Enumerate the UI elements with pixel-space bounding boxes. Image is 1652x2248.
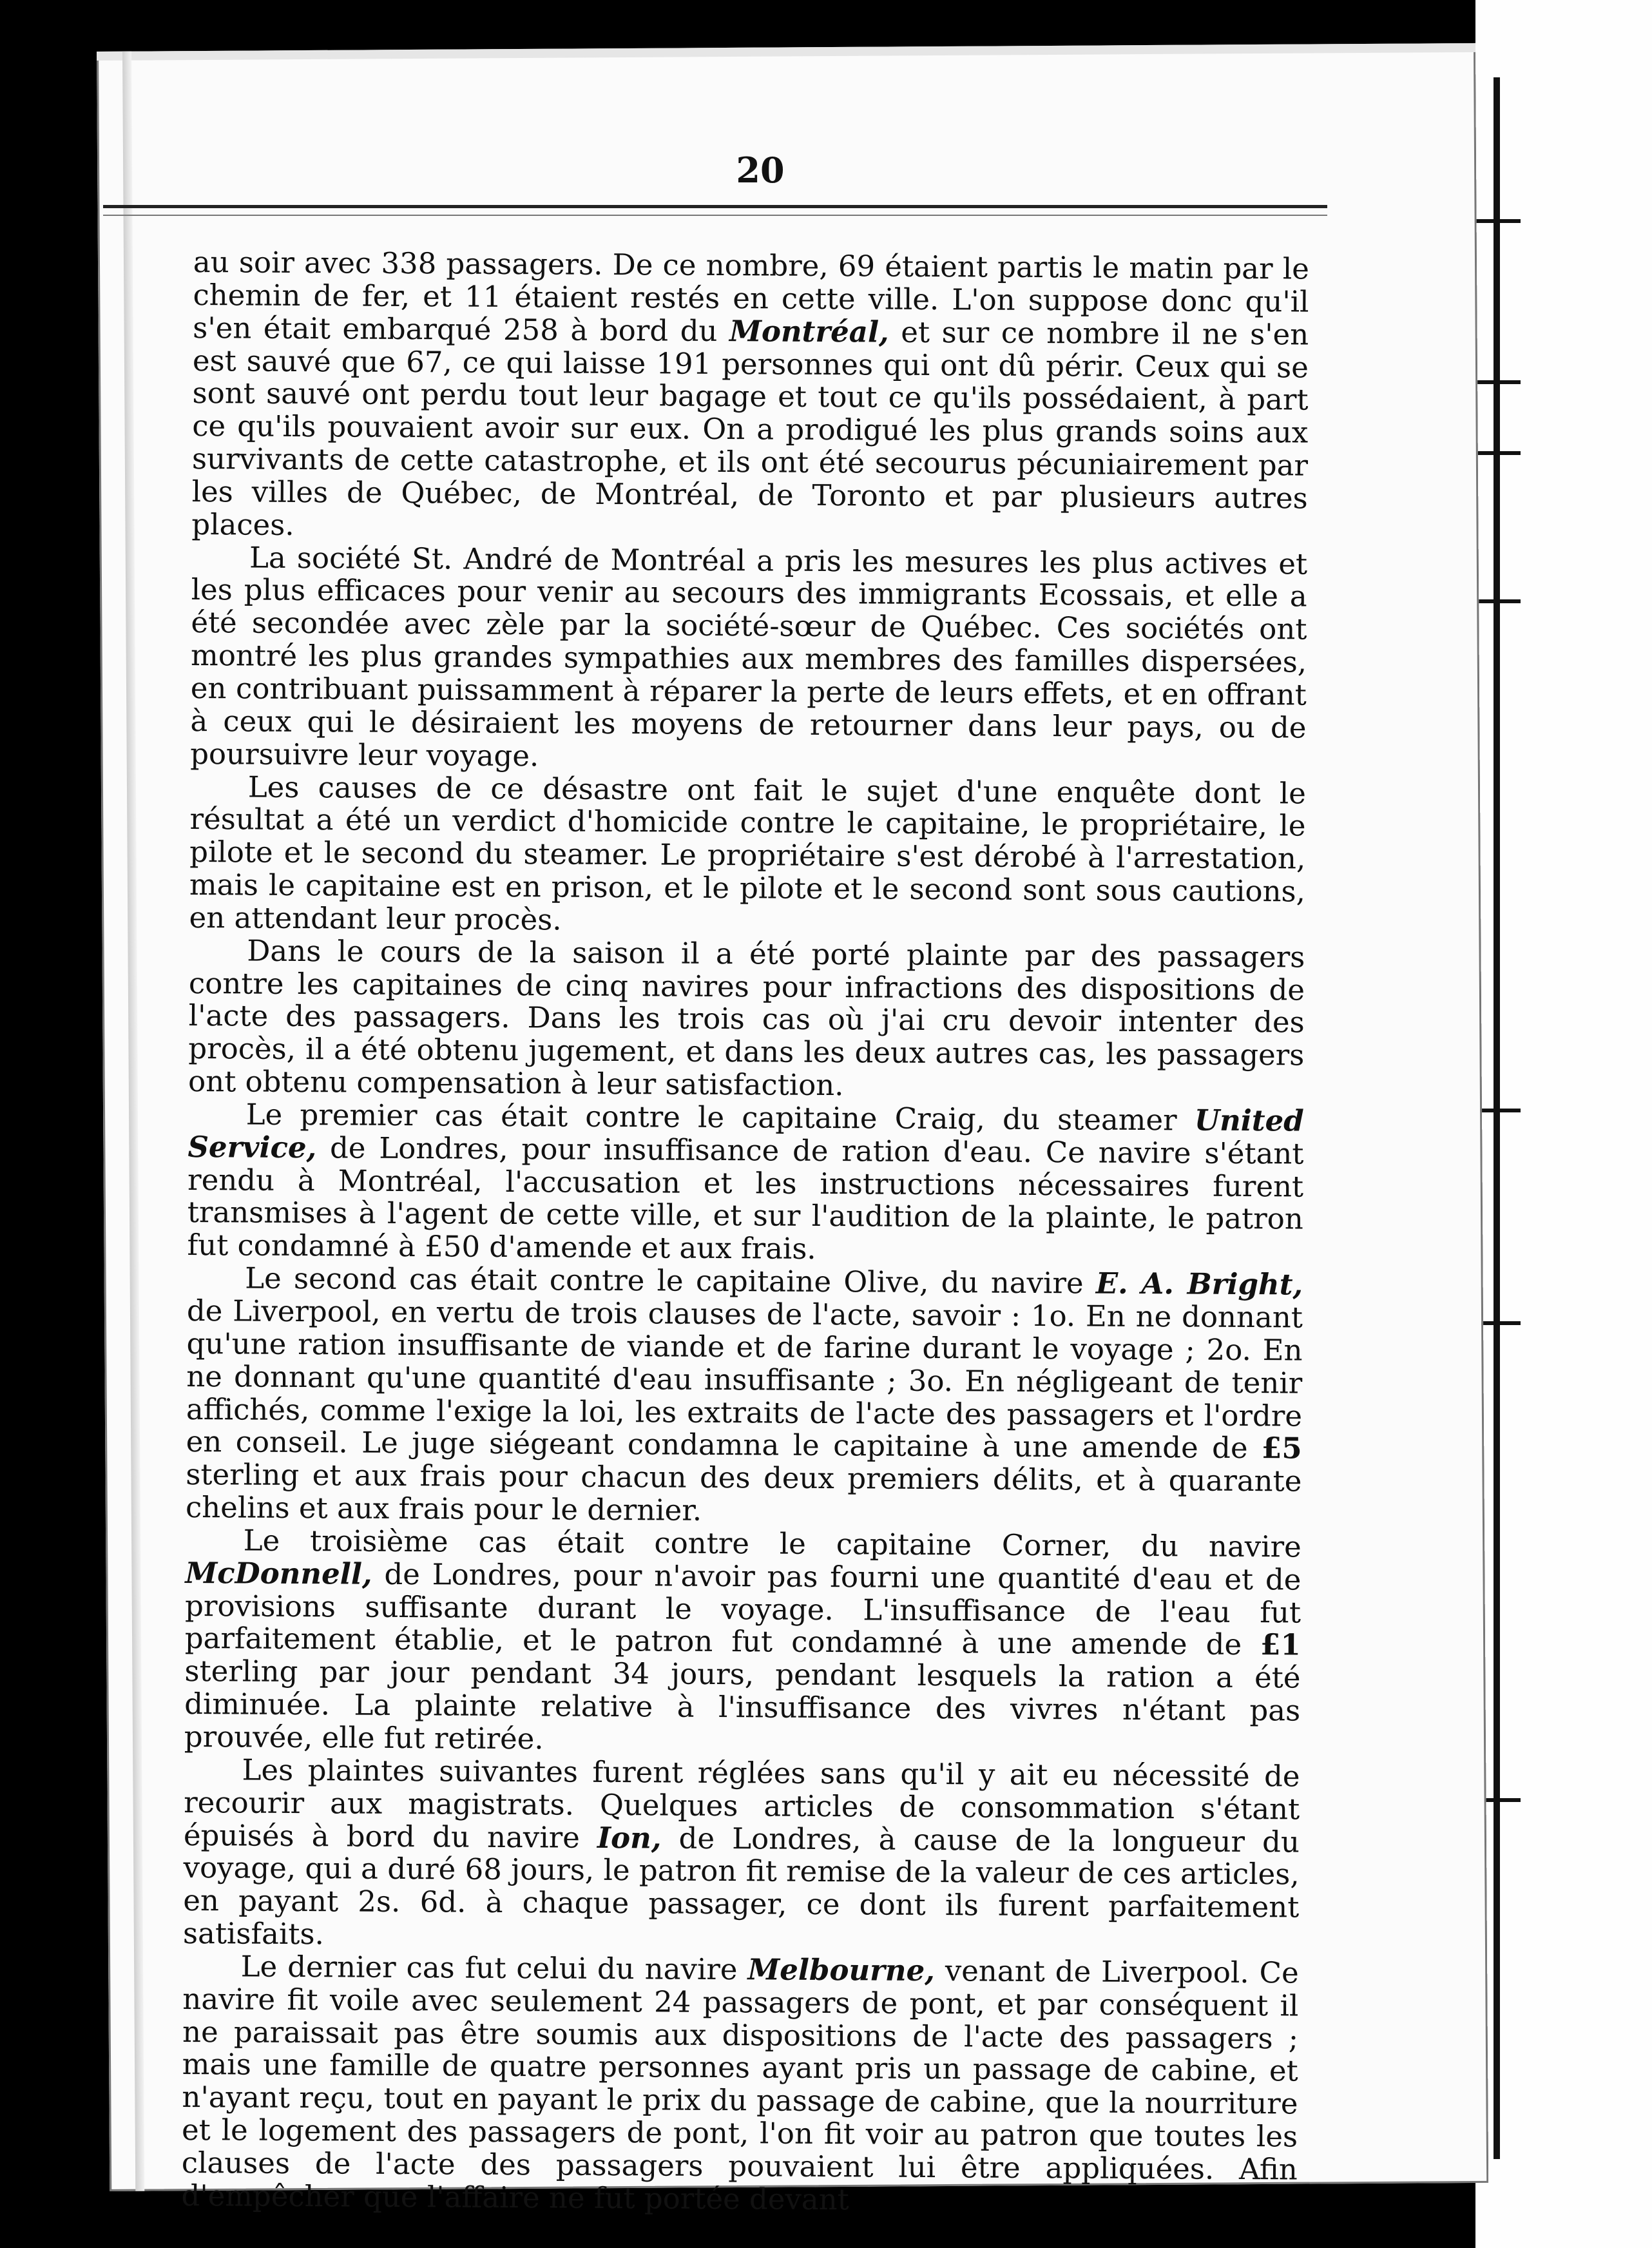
paragraph — [181, 1950, 1298, 2219]
paragraph — [190, 541, 1307, 777]
paragraph-text: La société St. André de Montréal a pris les mesures les plus actives et les plus efficaces pour venir au secours des immigrants Ecossais, et elle a été secondée avec zèle par la société-sœur de Québec. Ces sociétés ont montré les plus grandes sympathies aux membres des familles dispersées, en contribuant puissamment à réparer la perte de leurs effets, et en offrant à ceux qui le désiraient les moyens de retourner dans leur pays, ou de poursuivre leur voyage. — [190, 540, 1308, 773]
binding-stitch — [1475, 451, 1521, 455]
paragraph — [184, 1524, 1301, 1760]
paragraph-text: de Liverpool, en vertu de trois clauses de l'acte, savoir : 1o. En ne donnant qu'une ration insuffisante de viande et de farine durant le voyage ; 2o. En ne donnant qu'une quantité d'eau insuffisante ; 3o. En négligeant de tenir affichés, comme l'exige la loi, les extraits de l'acte des passagers et l'ordre en conseil. Le juge siégeant condamna le capitaine à une amende de — [186, 1293, 1303, 1466]
paragraph-text: sterling par jour pendant 34 jours, pendant lesquels la ration a été diminuée. La plainte relative à l'insuffisance des vivres n'étant pas prouvée, elle fut retirée. — [184, 1654, 1301, 1756]
paragraph-text: et sur ce nombre il ne s'en est sauvé que 67, ce qui laisse 191 personnes qui ont dû périr. Ceux qui se sont sauvé ont perdu tout leur bagage et tout ce qu'ils possédaient, à part ce qu'ils pouvaient avoir sur eux. On a prodigué les plus grands soins aux survivants de cette catastrophe, et ils ont été secourus pécuniairement par les villes de Québec, de Montréal, de Toronto et par plusieurs autres places. — [191, 315, 1309, 542]
binding-stitch — [1475, 599, 1521, 603]
paragraph-text: £5 — [1261, 1431, 1302, 1466]
paragraph-text: Le second cas était contre le capitaine Olive, du navire — [245, 1261, 1097, 1301]
paragraph — [186, 1262, 1303, 1531]
paragraph-text: Dans le cours de la saison il a été porté plainte par des passagers contre les capitaines de cinq navires pour infractions des dispositions de l'acte des passagers. Dans les trois cas où j'ai cru devoir intenter des procès, il a été obtenu jugement, et dans les deux autres cas, les passagers ont obtenu compensation à leur satisfaction. — [187, 933, 1305, 1103]
page-top-fold — [97, 43, 1475, 61]
ship-name: E. A. Bright, — [1095, 1266, 1303, 1302]
paragraph-text: au soir avec 338 passagers. De ce nombre, 69 étaient partis le matin par le chemin de fer, et 11 étaient restés en cette ville. L'on suppose donc qu'il s'en était embarqué 258 à bord du — [193, 245, 1309, 348]
paragraph-text: sterling et aux frais pour chacun des deux premiers délits, et à quarante chelins et aux frais pour le dernier. — [185, 1457, 1302, 1527]
page-left-edge — [122, 52, 144, 2191]
paragraph-text: Le troisième cas était contre le capitaine Corner, du navire — [243, 1523, 1301, 1564]
paragraph — [187, 1098, 1304, 1269]
paragraph-text: £1 — [1260, 1627, 1301, 1662]
binding-stitch — [1475, 219, 1521, 223]
paragraph — [183, 1754, 1300, 1957]
paragraph-text: Les causes de ce désastre ont fait le sujet d'une enquête dont le résultat a été un verdict d'homicide contre le capitaine, le propriétaire, le pilote et le second du steamer. Le propriétaire s'est dérobé à l'arrestation, mais le capitaine est en prison, et le pilote et le second sont sous cautions, en attendant leur procès. — [189, 770, 1307, 937]
ship-name: McDonnell, — [185, 1555, 372, 1591]
paragraph-text: Les plaintes suivantes furent réglées sans qu'il y ait eu nécessité de recourir aux magistrats. Quelques articles de consommation s'étant épuisés à bord du navire — [183, 1752, 1300, 1855]
ship-name: Melbourne, — [747, 1952, 936, 1988]
paragraph — [191, 246, 1309, 548]
ship-name: Montréal, — [729, 313, 889, 349]
page-number: 20 — [736, 150, 785, 191]
body-text — [181, 246, 1309, 2219]
facing-page-edge — [1475, 0, 1652, 2248]
paragraph-text: Le premier cas était contre le capitaine Craig, du steamer — [245, 1097, 1195, 1138]
paragraph-text: Le dernier cas fut celui du navire — [240, 1949, 748, 1987]
paragraph-text: venant de Liverpool. Ce navire fit voile avec seulement 24 passagers de pont, et par conséquent il ne paraissait pas être soumis aux dispositions de l'acte des passagers ; mais une famille de quatre personnes ayant pris un passage de cabine, et n'ayant reçu, tout en payant le prix du passage de cabine, que la nourriture et le logement des passagers de pont, l'on fit voir au patron que toutes les clauses de l'acte des passagers pouvaient lui être appliquées. Afin d'empêcher que l'affaire ne fut portée devant — [181, 1953, 1299, 2217]
ship-name: United Service, — [187, 1103, 1304, 1165]
paragraph-text: de Londres, pour insuffisance de ration d'eau. Ce navire s'étant rendu à Montréal, l'accusation et les instructions nécessaires furent transmises à l'agent de cette ville, et sur l'audition de la plainte, le patron fut condamné à £50 d'amende et aux frais. — [187, 1130, 1304, 1266]
ship-name: Ion, — [597, 1820, 662, 1855]
binding-stitch — [1475, 380, 1521, 384]
paragraph-text: de Londres, pour n'avoir pas fourni une quantité d'eau et de provisions suffisante durant le voyage. L'insuffisance de l'eau fut parfaitement établie, et le patron fut condamné à une amende de — [184, 1556, 1301, 1662]
paragraph-text: de Londres, à cause de la longueur du voyage, qui a duré 68 jours, le patron fit remise de la valeur de ces articles, en payant 2s. 6d. à chaque passager, ce dont ils furent parfaitement satisfaits. — [182, 1820, 1300, 1952]
paragraph — [189, 770, 1306, 941]
binding-edge — [1494, 77, 1500, 2159]
binding-stitch — [1475, 1109, 1521, 1112]
header-rule — [103, 205, 1327, 216]
paragraph — [188, 935, 1305, 1105]
